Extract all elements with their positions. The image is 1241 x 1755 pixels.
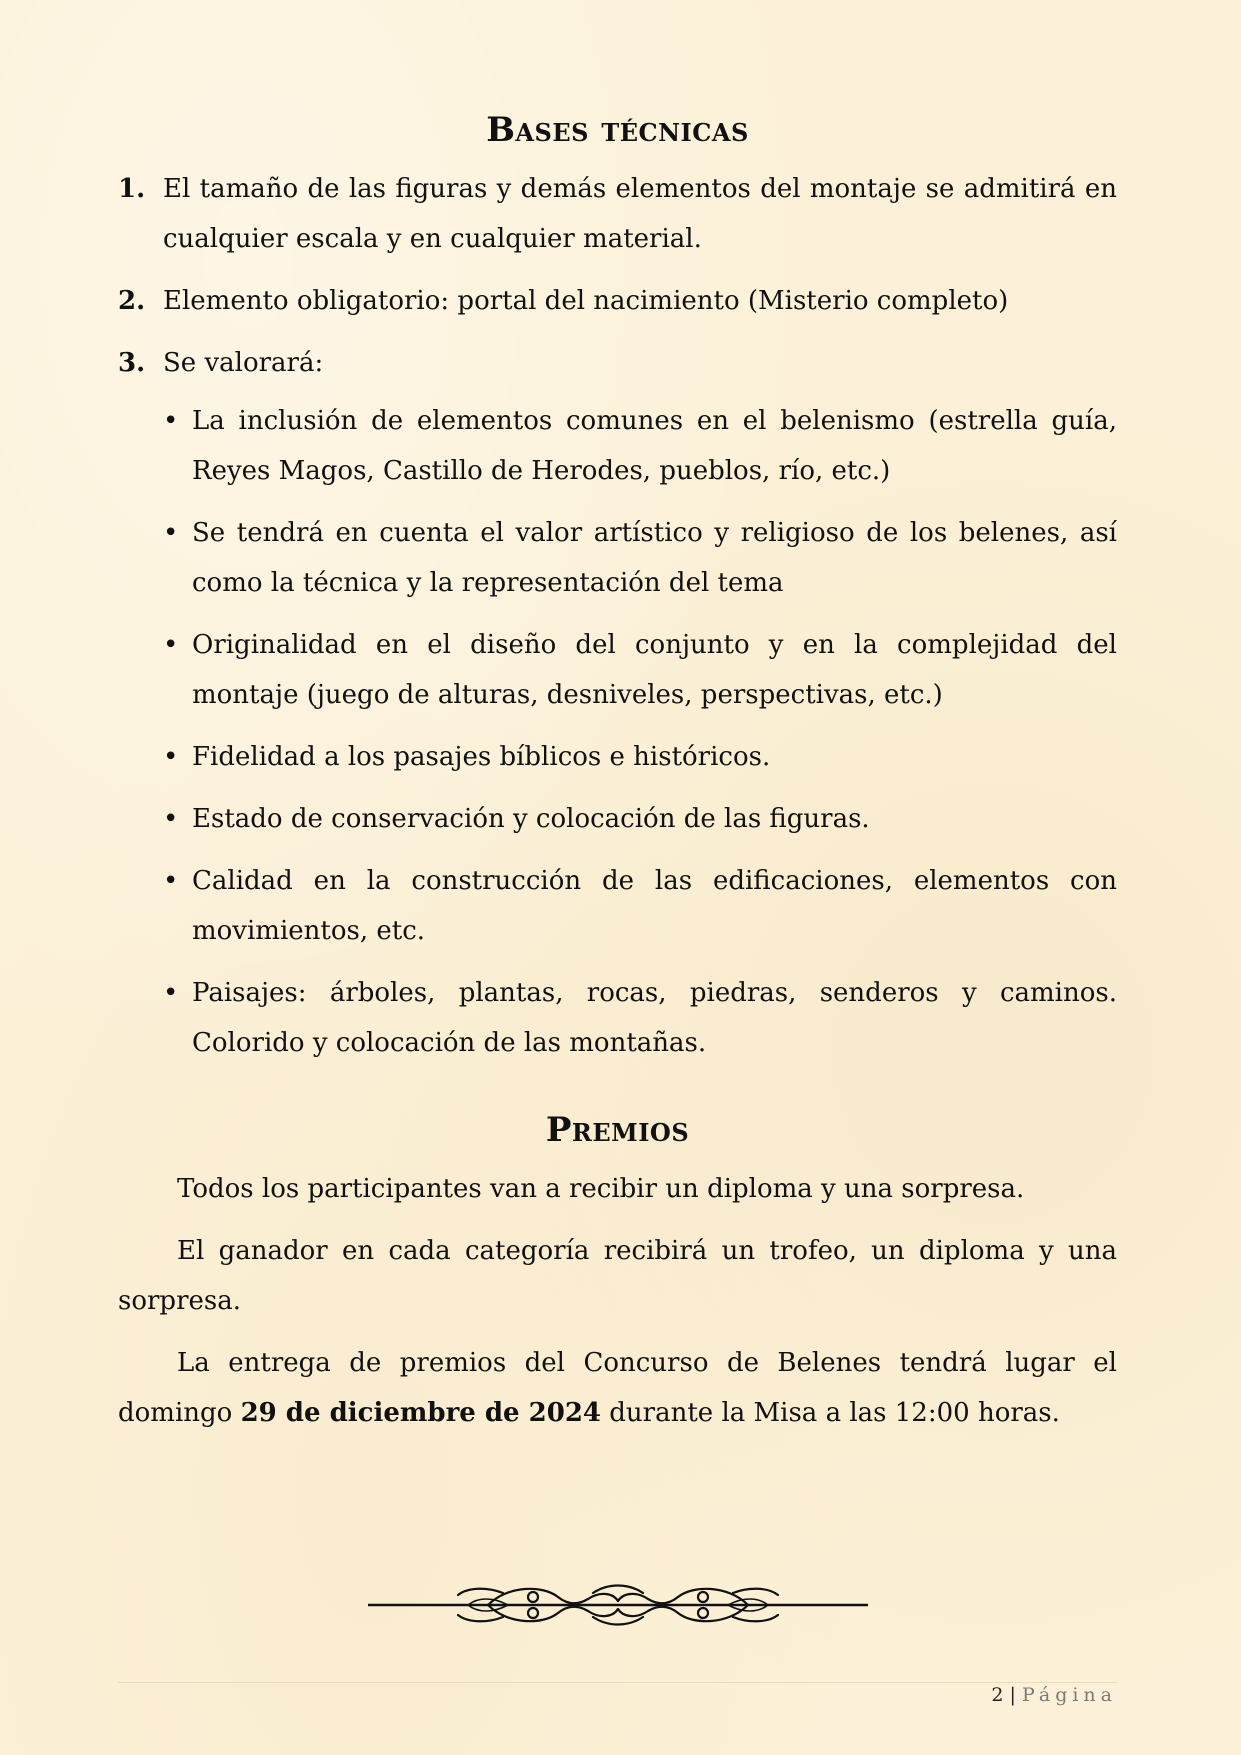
- item-number: 3.: [118, 348, 146, 378]
- numbered-list: [118, 164, 1117, 1068]
- page-number: 2: [991, 1684, 1004, 1706]
- paragraph-ceremony: [118, 1338, 1117, 1438]
- bullet-glyph: •: [163, 742, 179, 772]
- bullet-text: Calidad en la construcción de las edificaciones, elementos con movimientos, etc.: [192, 866, 1117, 946]
- list-item: [118, 164, 1117, 264]
- ceremony-text-end: durante la Misa a las 12:00 horas.: [601, 1398, 1060, 1428]
- bullet-item: [118, 794, 1117, 844]
- bullet-glyph: •: [163, 804, 179, 834]
- bullet-glyph: •: [163, 406, 179, 436]
- bullet-item: [118, 732, 1117, 782]
- footer-divider: [118, 1682, 1117, 1683]
- page-label: Página: [1021, 1684, 1117, 1706]
- item-text: Elemento obligatorio: portal del nacimiento (Misterio completo): [163, 286, 1009, 316]
- bullet-item: [118, 620, 1117, 720]
- item-number: 1.: [118, 174, 146, 204]
- footer-separator: |: [1009, 1684, 1016, 1706]
- item-text: El tamaño de las figuras y demás elementos del montaje se admitirá en cualquier escala y en cualquier material.: [163, 174, 1117, 254]
- bullet-text: La inclusión de elementos comunes en el belenismo (estrella guía, Reyes Magos, Castillo de Herodes, pueblos, río, etc.): [192, 406, 1117, 486]
- page-footer: [991, 1684, 1117, 1706]
- page-content: [118, 110, 1117, 1450]
- ornamental-divider-icon: [368, 1575, 868, 1635]
- paragraph-winner: El ganador en cada categoría recibirá un trofeo, un diploma y una sorpresa.: [118, 1236, 1117, 1316]
- section-title-premios: Premios: [545, 1110, 690, 1150]
- bullet-text: Paisajes: árboles, plantas, rocas, piedras, senderos y caminos. Colorido y colocación de las montañas.: [192, 978, 1117, 1058]
- ceremony-text-start: La entrega de premios del Concurso de Belenes tendrá lugar el domingo: [118, 1348, 1117, 1428]
- item-number: 2.: [118, 286, 146, 316]
- bullet-glyph: •: [163, 978, 179, 1008]
- section-title-bases: Bases técnicas: [486, 110, 749, 150]
- bullet-text: Se tendrá en cuenta el valor artístico y religioso de los belenes, así como la técnica y la representación del tema: [192, 518, 1117, 598]
- bullet-text: Originalidad en el diseño del conjunto y en la complejidad del montaje (juego de alturas, desniveles, perspectivas, etc.): [192, 630, 1117, 710]
- item-text: Se valorará:: [163, 348, 324, 378]
- bullet-glyph: •: [163, 518, 179, 548]
- bullet-list: [118, 396, 1117, 1068]
- bullet-item: [118, 968, 1117, 1068]
- bullet-glyph: •: [163, 630, 179, 660]
- bullet-item: [118, 396, 1117, 496]
- bullet-item: [118, 856, 1117, 956]
- ceremony-date: 29 de diciembre de 2024: [240, 1398, 602, 1428]
- list-item: [118, 338, 1117, 1068]
- bullet-text: Fidelidad a los pasajes bíblicos e históricos.: [192, 742, 771, 772]
- bullet-text: Estado de conservación y colocación de las figuras.: [192, 804, 870, 834]
- paragraph-participants: Todos los participantes van a recibir un diploma y una sorpresa.: [177, 1174, 1025, 1204]
- bullet-glyph: •: [163, 866, 179, 896]
- list-item: [118, 276, 1117, 326]
- bullet-item: [118, 508, 1117, 608]
